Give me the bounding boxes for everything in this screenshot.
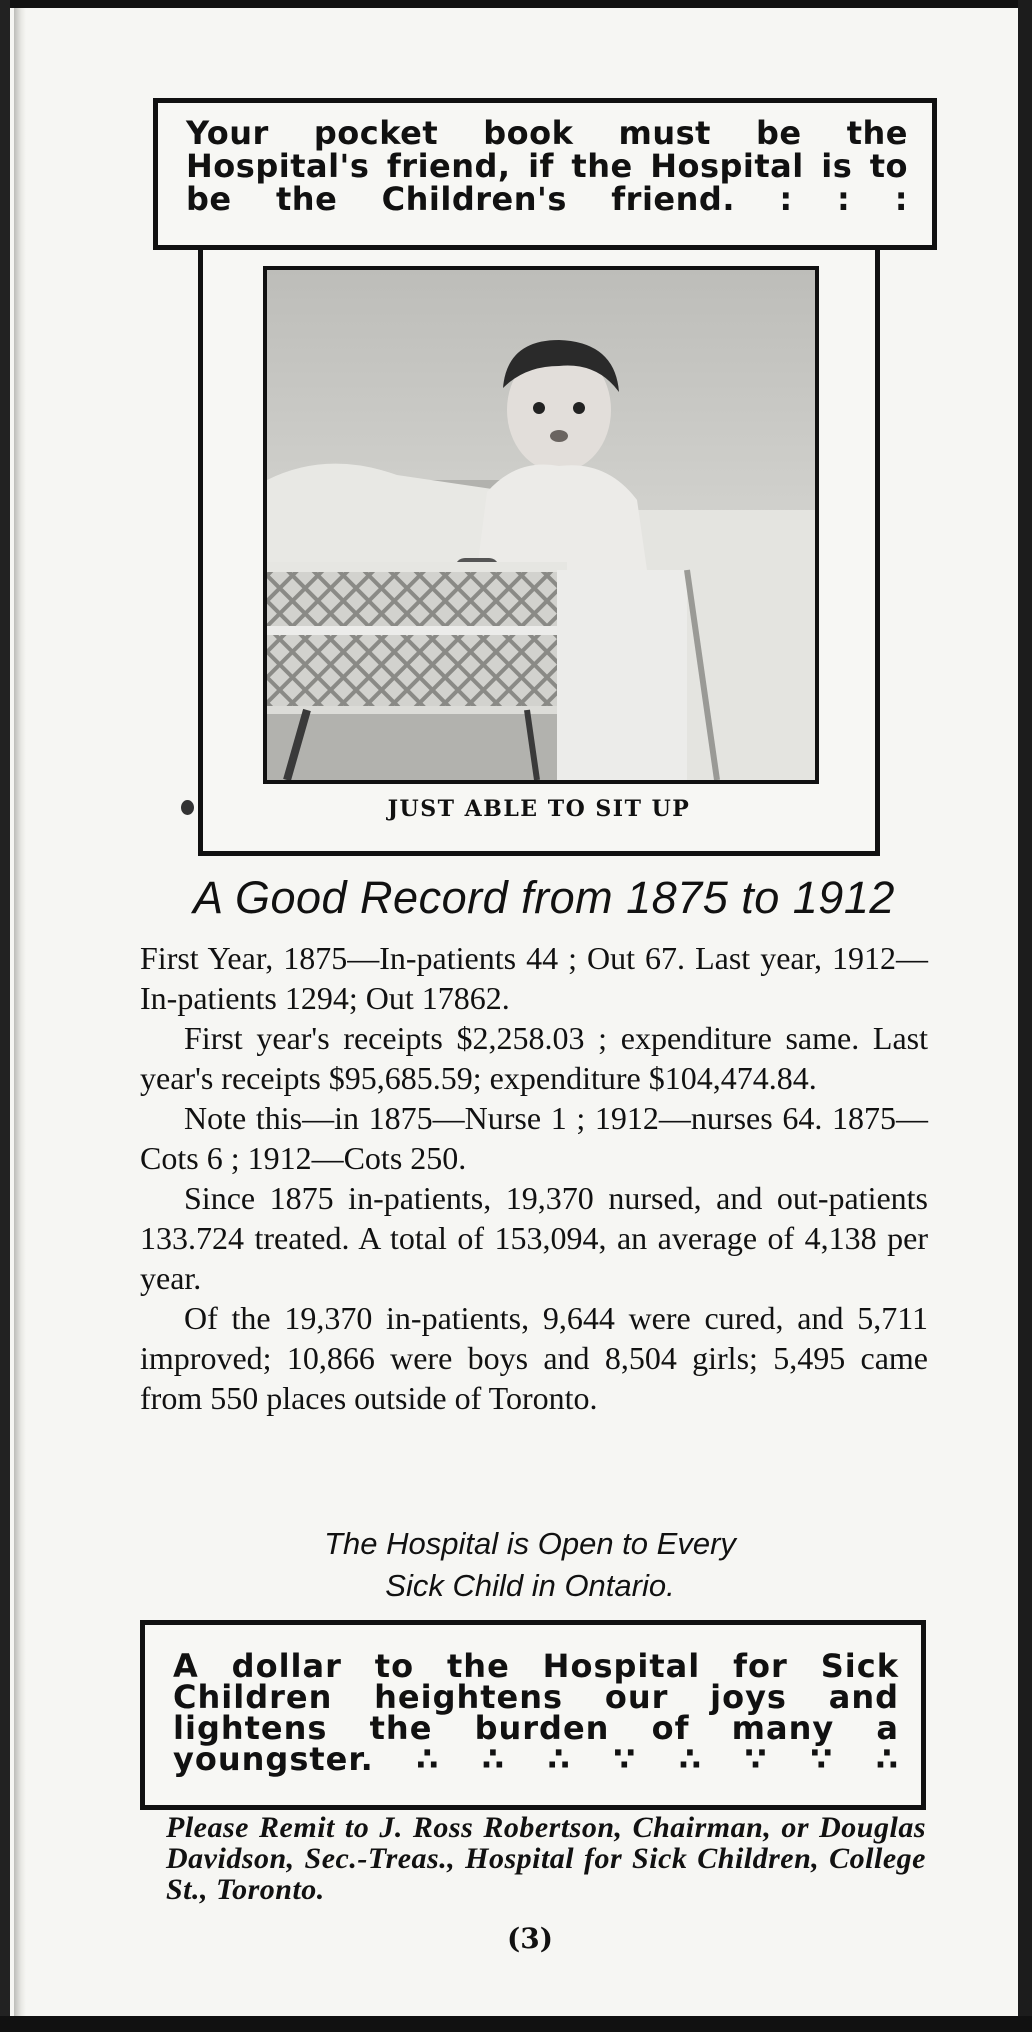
record-paragraph: Of the 19,370 in-patients, 9,644 were cured, and 5,711 improved; 10,866 were boys and 8,504 girls; 5,495 came from 550 places outside of Toronto. <box>140 1300 928 1416</box>
photo-frame <box>198 250 880 856</box>
remit-notice: Please Remit to J. Ross Robertson, Chairman, or Douglas Davidson, Sec.-Treas., Hospital for Sick Children, College St., Toronto. <box>166 1811 926 1906</box>
record-paragraph: First year's receipts $2,258.03 ; expenditure same. Last year's receipts $95,685.59; expenditure $104,474.84. <box>140 1020 928 1096</box>
page-left-edge <box>0 0 10 2032</box>
page-fold-shadow <box>14 8 26 2016</box>
record-paragraph: First Year, 1875—In-patients 44 ; Out 67. Last year, 1912—In-patients 1294; Out 17862. <box>140 940 928 1016</box>
open-note-line-2: Sick Child in Ontario. <box>385 1568 675 1603</box>
appeal-box-top <box>153 98 937 250</box>
record-heading: A Good Record from 1875 to 1912 <box>193 872 895 923</box>
page-right-edge <box>1018 0 1032 2032</box>
page-number: (3) <box>507 1922 553 1955</box>
open-note <box>190 1523 870 1607</box>
record-paragraph: Since 1875 in-patients, 19,370 nursed, and out-patients 133.724 treated. A total of 153,094, an average of 4,138 per year. <box>140 1180 928 1296</box>
appeal-box-bottom <box>140 1620 926 1810</box>
page-bottom-edge <box>0 2016 1032 2032</box>
page-top-edge <box>0 0 1032 8</box>
baby-in-cot-image <box>267 270 815 780</box>
baby-photo <box>263 266 819 784</box>
record-paragraph: Note this—in 1875—Nurse 1 ; 1912—nurses 64. 1875—Cots 6 ; 1912—Cots 250. <box>140 1100 928 1176</box>
open-note-line-1: The Hospital is Open to Every <box>324 1526 736 1561</box>
ink-spot <box>181 800 194 815</box>
record-body <box>140 938 928 1418</box>
appeal-text-bottom: A dollar to the Hospital for Sick Children heightens our joys and lightens the burden of many a youngster. ∴ ∴ ∴ ∵ ∴ ∵ ∵ ∴ <box>173 1647 899 1778</box>
appeal-text-top: Your pocket book must be the Hospital's friend, if the Hospital is to be the Children's friend. : : : <box>186 114 908 218</box>
photo-caption: JUST ABLE TO SIT UP <box>387 796 691 822</box>
